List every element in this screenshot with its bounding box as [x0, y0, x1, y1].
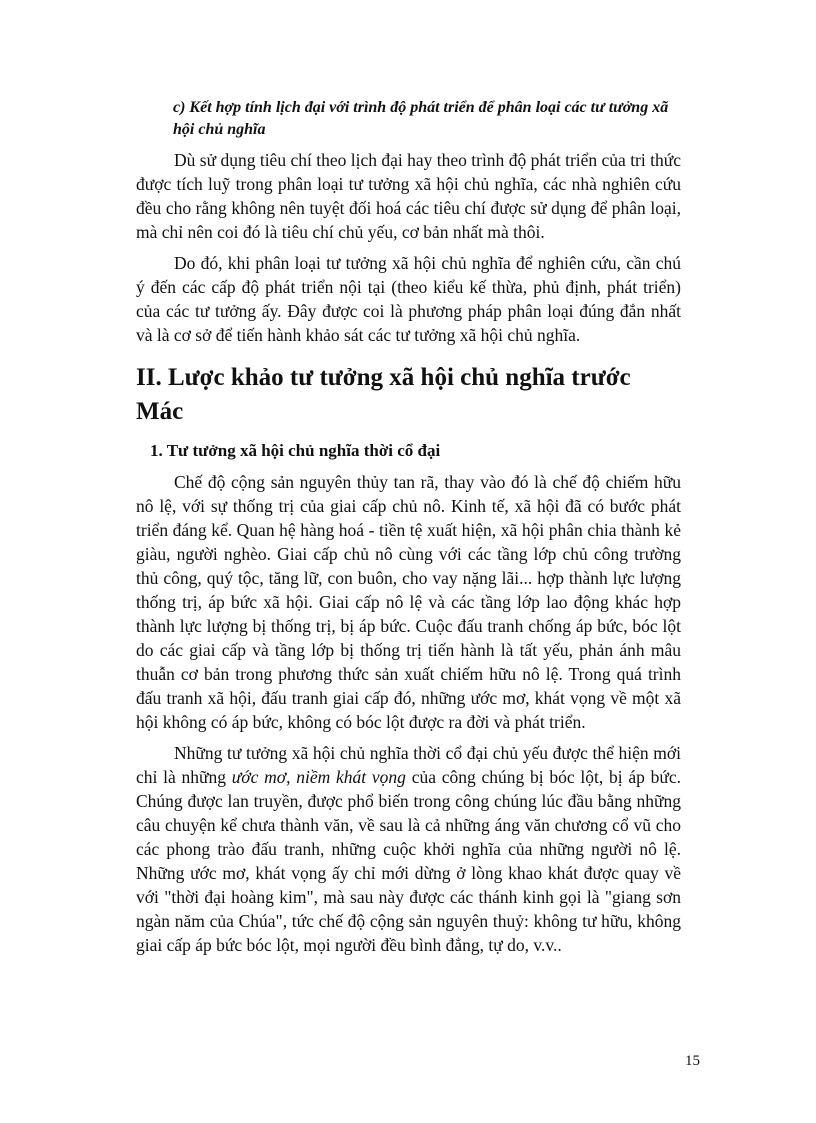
paragraph: Chế độ cộng sản nguyên thủy tan rã, thay vào đó là chế độ chiếm hữu nô lệ, với sự thống trị của giai cấp chủ nô. Kinh tế, xã hội đã có bước phát triển đáng kể. Quan hệ hàng hoá - tiền tệ xuất hiện, xã hội phân chia thành kẻ giàu, người nghèo. Giai cấp chủ nô cùng với các tầng lớp chủ công trường thủ công, quý tộc, tăng lữ, con buôn, cho vay nặng lãi... hợp thành lực lượng thống trị, áp bức xã hội. Giai cấp nô lệ và các tầng lớp lao động khác hợp thành lực lượng bị thống trị, bị áp bức. Cuộc đấu tranh chống áp bức, bóc lột do các giai cấp và tầng lớp bị thống trị tiến hành là tất yếu, phản ánh mâu thuẫn cơ bản trong phương thức sản xuất chiếm hữu nô lệ. Trong quá trình đấu tranh xã hội, đấu tranh giai cấp đó, những ước mơ, khát vọng về một xã hội không có áp bức, không có bóc lột được ra đời và phát triển.: [136, 472, 681, 732]
section-heading: II. Lược khảo tư tưởng xã hội chủ nghĩa trước Mác: [136, 364, 631, 425]
emphasized-phrase: ước mơ, niềm khát vọng: [231, 767, 406, 787]
subsection-c-heading: c) Kết hợp tính lịch đại với trình độ phát triển để phân loại các tư tưởng xã hội chủ nghĩa: [173, 99, 669, 138]
page-number: 15: [685, 1053, 700, 1069]
paragraph-text-end: của công chúng bị bóc lột, bị áp bức. Chúng được lan truyền, được phổ biến trong công chúng lúc đầu bằng những câu chuyện kể chưa thành văn, về sau là cả những áng văn chương cổ vũ cho các phong trào đấu tranh, những cuộc khởi nghĩa của những người nô lệ. Những ước mơ, khát vọng ấy chỉ mới dừng ở lòng khao khát được quay về với "thời đại hoàng kim", mà sau này được các thánh kinh gọi là "giang sơn ngàn năm của Chúa", tức chế độ cộng sản nguyên thuỷ: không tư hữu, không giai cấp áp bức bóc lột, mọi người đều bình đẳng, tự do, v.v..: [136, 767, 682, 955]
paragraph: Dù sử dụng tiêu chí theo lịch đại hay theo trình độ phát triển của tri thức được tích luỹ trong phân loại tư tưởng xã hội chủ nghĩa, các nhà nghiên cứu đều cho rằng không nên tuyệt đối hoá các tiêu chí được sử dụng để phân loại, mà chỉ nên coi đó là tiêu chí chủ yếu, cơ bản nhất mà thôi.: [136, 150, 681, 242]
paragraph: Do đó, khi phân loại tư tưởng xã hội chủ nghĩa để nghiên cứu, cần chú ý đến các cấp độ phát triển nội tại (theo kiểu kế thừa, phủ định, phát triển) của các tư tưởng ấy. Đây được coi là phương pháp phân loại đúng đắn nhất và là cơ sở để tiến hành khảo sát các tư tưởng xã hội chủ nghĩa.: [136, 253, 681, 345]
subsection-1-heading: 1. Tư tưởng xã hội chủ nghĩa thời cổ đại: [150, 441, 441, 460]
paragraph-text-start: Những tư tưởng xã hội chủ nghĩa thời cổ đại chủ yếu được thể hiện mới chỉ là những: [136, 743, 681, 787]
page-content: [136, 97, 681, 964]
paragraph-with-emphasis: [136, 741, 681, 957]
